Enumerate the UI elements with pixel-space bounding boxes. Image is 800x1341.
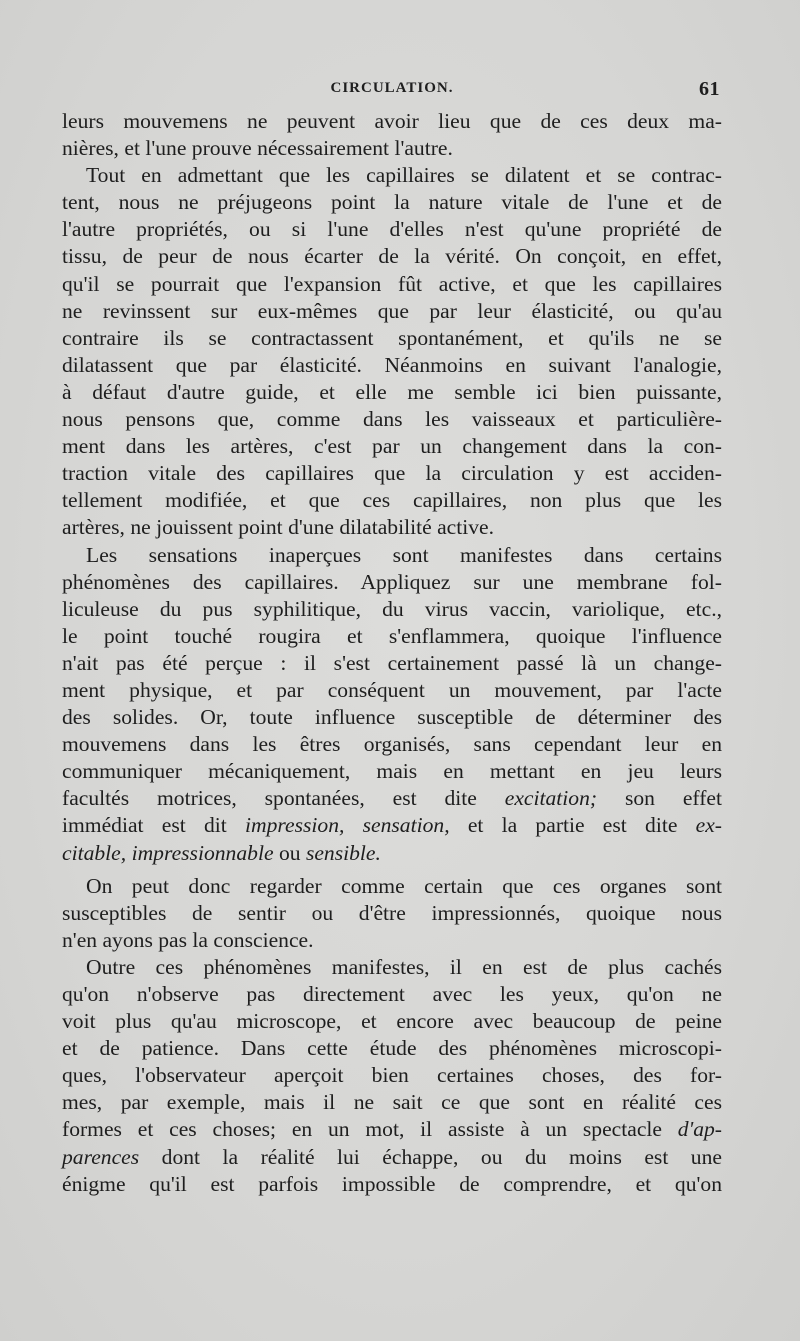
text-line: ne revinssent sur eux-mêmes que par leur élasticité, ou qu'au — [62, 298, 722, 323]
text-fragment: immédiat est dit — [62, 813, 227, 838]
text-line: On peut donc regarder comme certain que ces organes sont — [86, 873, 722, 898]
text-line: traction vitale des capillaires que la circulation y est acciden- — [62, 461, 722, 486]
text-line: le point touché rougira et s'enflammera, quoique l'influence — [62, 623, 722, 648]
paragraph-4 — [62, 873, 722, 954]
text-line: ques, l'observateur aperçoit bien certaines choses, des for- — [62, 1063, 722, 1088]
body-text — [62, 108, 722, 1198]
text-line: susceptibles de sentir ou d'être impressionnés, quoique nous — [62, 900, 722, 925]
text-line: voit plus qu'au microscope, et encore avec beaucoup de peine — [62, 1009, 722, 1034]
text-line: tent, nous ne préjugeons point la nature vitale de l'une et de — [62, 190, 722, 215]
text-line-mixed — [62, 812, 722, 839]
italic-term: sensible. — [305, 840, 381, 865]
text-line: Outre ces phénomènes manifestes, il en est de plus cachés — [86, 954, 722, 979]
paragraph-1 — [62, 108, 722, 162]
text-line: à défaut d'autre guide, et elle me semble ici bien puissante, — [62, 379, 722, 404]
text-line: tissu, de peur de nous écarter de la vérité. On conçoit, en effet, — [62, 244, 722, 269]
italic-term: impression, sensation, — [245, 813, 450, 838]
italic-term: citable, — [62, 840, 127, 865]
text-line: dilatassent que par élasticité. Néanmoins en suivant l'analogie, — [62, 352, 722, 377]
italic-term: parences — [62, 1144, 140, 1169]
text-line-mixed — [62, 785, 722, 812]
text-line: contraire ils se contractassent spontanément, et qu'ils ne se — [62, 325, 722, 350]
text-line: et de patience. Dans cette étude des phénomènes microscopi- — [62, 1036, 722, 1061]
text-fragment: dont la réalité lui échappe, ou du moins est une — [161, 1144, 722, 1169]
text-line: tellement modifiée, et que ces capillaires, non plus que les — [62, 488, 722, 513]
text-line: communiquer mécaniquement, mais en mettant en jeu leurs — [62, 759, 722, 784]
text-fragment: facultés motrices, spontanées, est dite — [62, 786, 477, 811]
italic-term: d'ap- — [677, 1117, 722, 1142]
text-line: énigme qu'il est parfois impossible de comprendre, et qu'on — [62, 1171, 722, 1196]
paragraph-5 — [62, 954, 722, 1198]
italic-term: ex- — [695, 813, 723, 838]
text-line: n'en ayons pas la conscience. — [62, 927, 314, 952]
book-page — [62, 78, 722, 1198]
text-line: nous pensons que, comme dans les vaisseaux et particulière- — [62, 407, 722, 432]
text-line: des solides. Or, toute influence susceptible de déterminer des — [62, 705, 722, 730]
text-fragment: formes et ces choses; en un mot, il assiste à un spectacle — [62, 1117, 662, 1142]
text-line: mes, par exemple, mais il ne sait ce que sont en réalité ces — [62, 1090, 722, 1115]
text-fragment: et la partie est dite — [467, 813, 678, 838]
text-fragment: ou — [278, 840, 301, 865]
text-line: qu'il se pourrait que l'expansion fût active, et que les capillaires — [62, 271, 722, 296]
text-line: phénomènes des capillaires. Appliquez sur une membrane fol- — [62, 569, 722, 594]
text-line: qu'on n'observe pas directement avec les yeux, qu'on ne — [62, 982, 722, 1006]
text-line: ment physique, et par conséquent un mouvement, par l'acte — [62, 677, 722, 702]
italic-term: excitation; — [504, 786, 598, 811]
text-fragment: son effet — [624, 786, 722, 811]
text-line: Tout en admettant que les capillaires se dilatent et se contrac- — [86, 163, 722, 188]
text-line-mixed — [62, 1116, 722, 1143]
text-line: nières, et l'une prouve nécessairement l'autre. — [62, 136, 453, 161]
text-line: ment dans les artères, c'est par un changement dans la con- — [62, 434, 722, 459]
text-line: n'ait pas été perçue : il s'est certainement passé là un change- — [62, 650, 722, 675]
paragraph-3 — [62, 542, 722, 867]
paragraph-2 — [62, 162, 722, 541]
italic-term: impressionnable — [131, 840, 274, 865]
page-number: 61 — [699, 78, 720, 100]
text-line: leurs mouvemens ne peuvent avoir lieu que de ces deux ma- — [62, 109, 722, 133]
running-title: CIRCULATION. — [330, 80, 454, 96]
running-head — [62, 78, 722, 108]
text-line: mouvemens dans les êtres organisés, sans cependant leur en — [62, 732, 722, 757]
text-line-mixed — [62, 840, 722, 867]
text-line: artères, ne jouissent point d'une dilatabilité active. — [62, 515, 495, 540]
text-line: l'autre propriétés, ou si l'une d'elles n'est qu'une propriété de — [62, 217, 722, 242]
text-line: liculeuse du pus syphilitique, du virus vaccin, variolique, etc., — [62, 596, 722, 621]
text-line: Les sensations inaperçues sont manifestes dans certains — [86, 542, 722, 567]
text-line-mixed — [62, 1144, 722, 1171]
